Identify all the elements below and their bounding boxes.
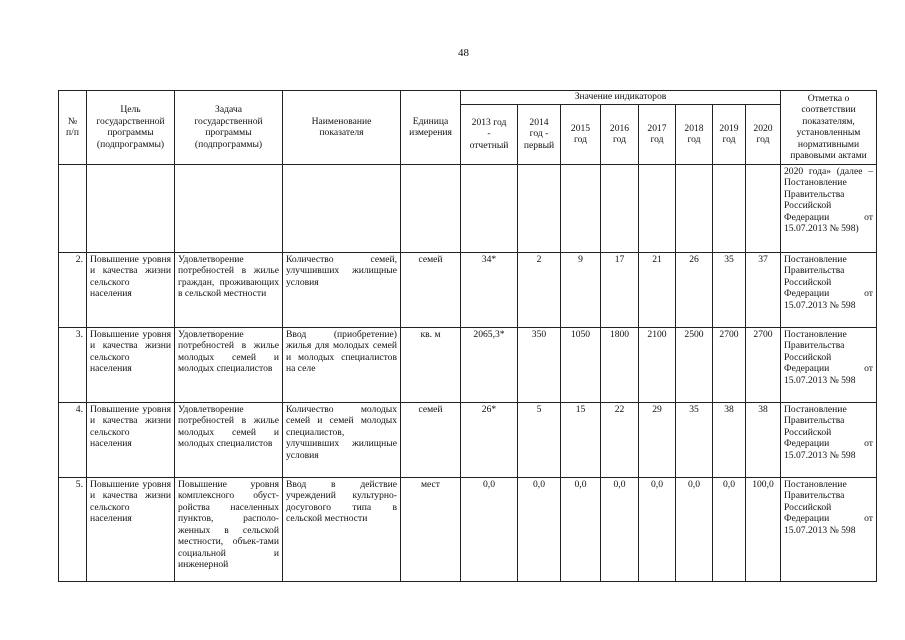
page-number: 48 — [458, 47, 469, 59]
value-2017: 2100 — [639, 327, 676, 402]
header-goal: Цель государственной программы (подпрограммы) — [87, 91, 175, 165]
table-row — [59, 252, 877, 327]
value-2017: 0,0 — [639, 477, 676, 581]
header-2013: 2013 год - отчетный — [461, 104, 518, 164]
table-row — [59, 402, 877, 477]
row-task: Удовлетворение потребностей в жилье молодых семей и молодых специалистов — [175, 327, 283, 402]
header-row-1 — [59, 91, 877, 105]
header-indicator: Наименование показателя — [283, 91, 401, 165]
header-task: Задача государственной программы (подпрограммы) — [175, 91, 283, 165]
value-2014: 0,0 — [518, 477, 561, 581]
row-mark: Постановление Правительства Российской Федерации от 15.07.2013 № 598 — [781, 327, 877, 402]
header-2016: 2016 год — [601, 104, 639, 164]
value-2018: 0,0 — [676, 477, 713, 581]
value-2016: 17 — [601, 252, 639, 327]
row-indicator: Количество семей, улучшивших жилищные условия — [283, 252, 401, 327]
value-2019: 0,0 — [713, 477, 746, 581]
row-indicator: Количество молодых семей и семей молодых специалистов, улучшивших жилищные условия — [283, 402, 401, 477]
table-row — [59, 477, 877, 581]
value-2018: 35 — [676, 402, 713, 477]
value-2016: 22 — [601, 402, 639, 477]
value-2019: 2700 — [713, 327, 746, 402]
row-task: Удовлетворение потребностей в жилье молодых семей и молодых специалистов — [175, 402, 283, 477]
value-2016: 1800 — [601, 327, 639, 402]
header-2019: 2019 год — [713, 104, 746, 164]
row-no: 4. — [59, 402, 87, 477]
row-goal: Повышение уровня и качества жизни сельского населения — [87, 477, 175, 581]
header-2020: 2020 год — [746, 104, 781, 164]
indicators-table — [58, 90, 877, 582]
value-2015: 0,0 — [561, 477, 601, 581]
value-2019: 38 — [713, 402, 746, 477]
value-2020: 2700 — [746, 327, 781, 402]
value-2020: 37 — [746, 252, 781, 327]
header-values-group: Значение индикаторов — [461, 91, 781, 105]
row-unit: кв. м — [401, 327, 461, 402]
value-2018: 26 — [676, 252, 713, 327]
row-goal: Повышение уровня и качества жизни сельского населения — [87, 402, 175, 477]
header-2017: 2017 год — [639, 104, 676, 164]
value-2013: 2065,3* — [461, 327, 518, 402]
header-2015: 2015 год — [561, 104, 601, 164]
value-2013: 34* — [461, 252, 518, 327]
value-2018: 2500 — [676, 327, 713, 402]
row-no: 5. — [59, 477, 87, 581]
row-no: 2. — [59, 252, 87, 327]
row-mark: 2020 года» (далее – Постановление Правительства Российской Федерации от 15.07.2013 № 598) — [781, 164, 877, 252]
value-2015: 9 — [561, 252, 601, 327]
table-row — [59, 327, 877, 402]
value-2013: 0,0 — [461, 477, 518, 581]
header-no: № п/п — [59, 91, 87, 165]
row-no: 3. — [59, 327, 87, 402]
header-unit: Единица измерения — [401, 91, 461, 165]
header-mark: Отметка о соответствии показателям, установленным нормативными правовыми актами — [781, 91, 877, 165]
table-row — [59, 164, 877, 252]
value-2014: 5 — [518, 402, 561, 477]
value-2014: 2 — [518, 252, 561, 327]
row-indicator: Ввод в действие учреждений культурно-досугового типа в сельской местности — [283, 477, 401, 581]
header-2014: 2014 год - первый — [518, 104, 561, 164]
row-mark: Постановление Правительства Российской Федерации от 15.07.2013 № 598 — [781, 402, 877, 477]
value-2020: 38 — [746, 402, 781, 477]
row-unit: семей — [401, 252, 461, 327]
value-2017: 29 — [639, 402, 676, 477]
row-mark: Постановление Правительства Российской Федерации от 15.07.2013 № 598 — [781, 477, 877, 581]
value-2019: 35 — [713, 252, 746, 327]
row-goal: Повышение уровня и качества жизни сельского населения — [87, 327, 175, 402]
row-mark: Постановление Правительства Российской Федерации от 15.07.2013 № 598 — [781, 252, 877, 327]
row-task: Удовлетворение потребностей в жилье граждан, проживающих в сельской местности — [175, 252, 283, 327]
value-2020: 100,0 — [746, 477, 781, 581]
row-unit: мест — [401, 477, 461, 581]
header-2018: 2018 год — [676, 104, 713, 164]
value-2015: 15 — [561, 402, 601, 477]
value-2015: 1050 — [561, 327, 601, 402]
value-2014: 350 — [518, 327, 561, 402]
row-unit: семей — [401, 402, 461, 477]
value-2016: 0,0 — [601, 477, 639, 581]
value-2017: 21 — [639, 252, 676, 327]
value-2013: 26* — [461, 402, 518, 477]
row-goal: Повышение уровня и качества жизни сельского населения — [87, 252, 175, 327]
row-task: Повышение уровня комплексного обуст-ройства населенных пунктов, располо-женных в сельской местности, объек-тами социальной и инженерной — [175, 477, 283, 581]
row-indicator: Ввод (приобретение) жилья для молодых семей и молодых специалистов на селе — [283, 327, 401, 402]
